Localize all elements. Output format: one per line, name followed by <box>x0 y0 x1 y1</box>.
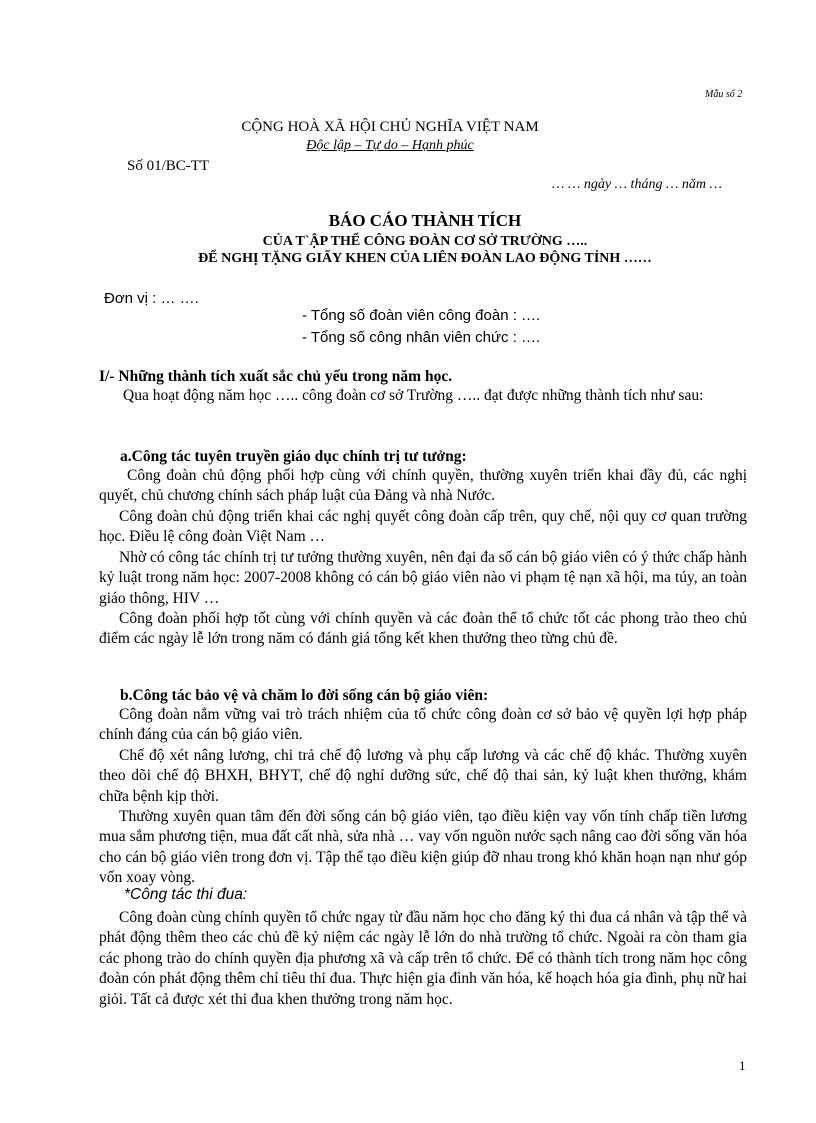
national-motto: Độc lập – Tự do – Hạnh phúc <box>306 138 474 153</box>
part-a-heading: a.Công tác tuyên truyền giáo dục chính trị tư tưởng: <box>120 448 467 465</box>
document-number: Số 01/BC-TT <box>127 158 210 174</box>
report-title: BÁO CÁO THÀNH TÍCH <box>328 211 522 230</box>
part-a-paragraph-4: Công đoàn phối hợp tốt cùng với chính quyền và các đoàn thể tổ chức tốt các phong trào theo chủ điểm các ngày lễ lớn trong năm có đánh giá tổng kết khen thưởng theo từng chủ đề. <box>99 610 747 648</box>
date-line: … … ngày … tháng … năm … <box>552 177 722 192</box>
emulation-heading: *Công tác thi đua: <box>124 886 248 903</box>
unit-line: Đơn vị : … …. <box>104 290 199 307</box>
part-b-paragraph-1: Công đoàn nắm vững vai trò trách nhiệm của tổ chức công đoàn cơ sở bảo vệ quyền lợi hợp pháp chính đáng của cán bộ giáo viên. <box>99 706 747 744</box>
page-number: 1 <box>739 1058 746 1073</box>
part-b-paragraph-4: Công đoàn cùng chính quyền tổ chức ngay từ đầu năm học cho đăng ký thi đua cá nhân và tập thể và phát động thêm theo các chủ đề kỷ niệm các ngày lễ lớn do nhà trường tổ chức. Ngoài ra còn tham gia các phong trào do chính quyền địa phương xã và cấp trên tổ chức. Để có thành tích trong năm học công đoàn cón phát động thêm chỉ tiêu thi đua. Thực hiện gia đình văn hóa, kế hoạch hóa gia đình, phụ nữ hai giỏi. Tất cả được xét thi đua khen thưởng trong năm học. <box>99 909 747 1008</box>
section-1-intro: Qua hoạt động năm học ….. công đoàn cơ sở Trường ….. đạt được những thành tích như sau: <box>123 387 704 404</box>
national-title: CỘNG HOÀ XÃ HỘI CHỦ NGHĨA VIỆT NAM <box>241 119 539 135</box>
part-b-heading: b.Công tác bảo vệ và chăm lo đời sống cán bộ giáo viên: <box>120 687 489 704</box>
staff-count-line: - Tổng số công nhân viên chức : …. <box>302 329 541 346</box>
part-a-paragraph-2: Công đoàn chủ động triển khai các nghị quyết công đoàn cấp trên, quy chế, nội quy cơ quan trường học. Điều lệ công đoàn Việt Nam … <box>99 508 747 546</box>
form-number: Mẫu số 2 <box>705 89 743 100</box>
report-subtitle-2: ĐỂ NGHỊ TẶNG GIẤY KHEN CỦA LIÊN ĐOÀN LAO ĐỘNG TỈNH …… <box>198 251 652 266</box>
member-count-line: - Tổng số đoàn viên công đoàn : …. <box>302 307 541 324</box>
part-b-paragraph-3: Thường xuyên quan tâm đến đời sống cán bộ giáo viên, tạo điều kiện vay vốn tính chấp tiền lương mua sắm phương tiện, mua đất cất nhà, sửa nhà … vay vốn nguồn nước sạch nâng cao đời sống văn hóa cho cán bộ giáo viên trong đơn vị. Tập thể tạo điều kiện giúp đỡ nhau trong khó khăn hoạn nạn như góp vốn xoay vòng. <box>99 808 747 887</box>
part-a-paragraph-1: Công đoàn chủ động phối hợp cùng với chính quyền, thường xuyên triển khai đầy đủ, các nghị quyết, chủ chương chính sách pháp luật của Đảng và nhà Nước. <box>99 467 747 505</box>
report-subtitle-1: CỦA T`ẬP THỂ CÔNG ĐOÀN CƠ SỞ TRƯỜNG ….. <box>262 234 588 249</box>
part-a-paragraph-3: Nhờ có công tác chính trị tư tưởng thường xuyên, nên đại đa số cán bộ giáo viên có ý thức chấp hành kỷ luật trong năm học: 2007-2008 không có cán bộ giáo viên nào vi phạm tệ nạn xã hội, ma túy, an toàn giáo thông, HIV … <box>99 549 747 607</box>
part-b-paragraph-2: Chế độ xét nâng lương, chi trả chế độ lương và phụ cấp lương và các chế độ khác. Thường xuyên theo dõi chế độ BHXH, BHYT, chế độ nghỉ dưỡng sức, chế độ thai sản, kỷ luật khen thưởng, khám chữa bệnh kịp thời. <box>99 747 747 805</box>
section-1-heading: I/- Những thành tích xuất sắc chủ yếu trong năm học. <box>99 368 453 385</box>
